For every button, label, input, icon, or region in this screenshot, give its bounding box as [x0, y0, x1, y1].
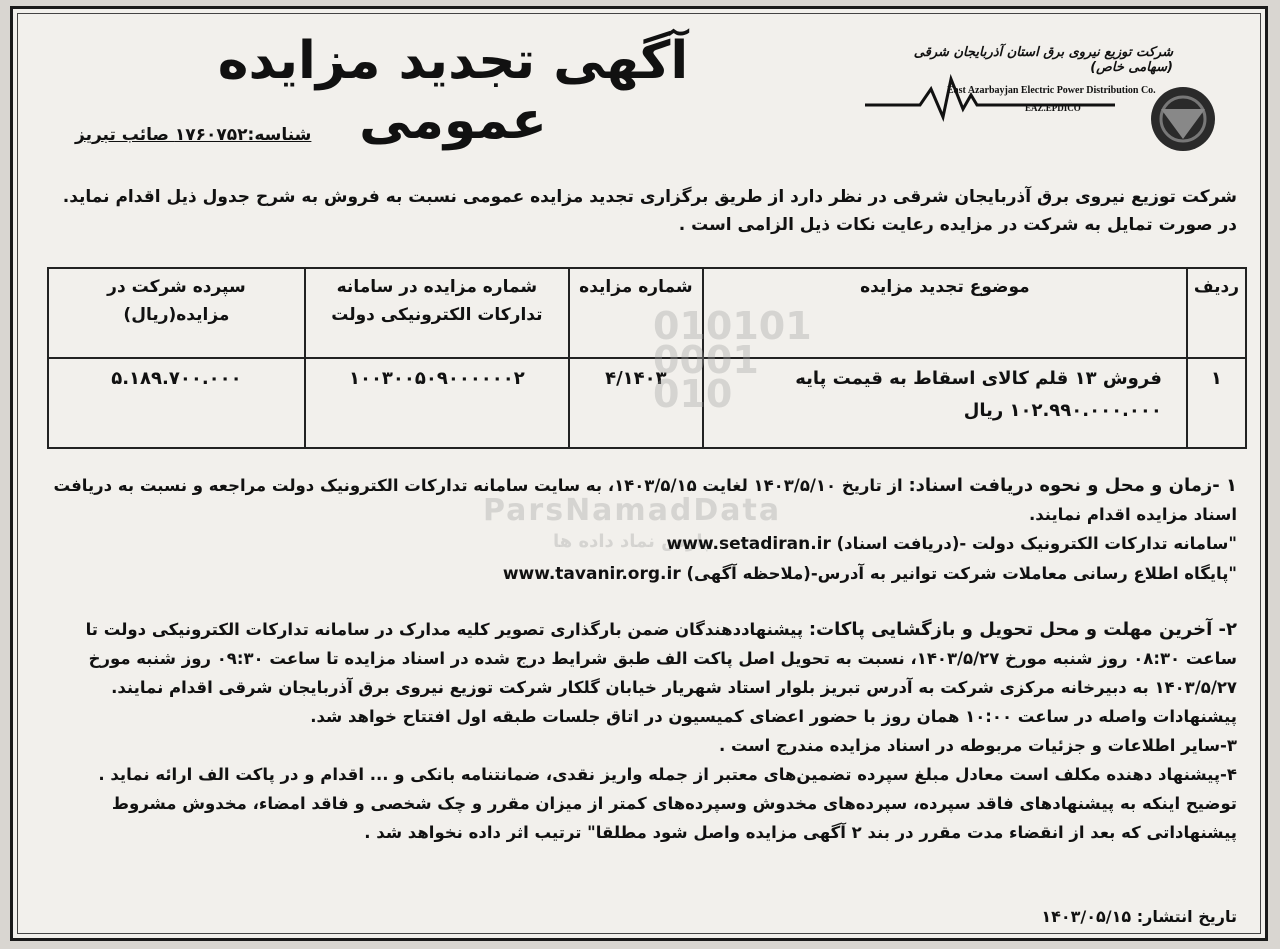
watermark-persian: پارس نماد داده ها: [553, 531, 710, 552]
intro-line-2: در صورت تمایل به شرکت در مزایده رعایت نکات ذیل الزامی است .: [678, 215, 1237, 235]
setad-line: [37, 529, 1237, 559]
section-4-note: توضیح اینکه به پیشنهادهای فاقد سپرده، سپرده‌های مخدوش وسپرده‌های کمتر از میزان مقرر و چک شخصی و فاقد امضاء، مخدوش مشروط پیشنهاداتی که بعد از انقضاء مدت مقرر در بند ۲ آگهی مزایده واصل شود مطلقا" ترتیب اثر داده نخواهد شد .: [111, 794, 1237, 842]
section-2-heading: ۲- آخرین مهلت و محل تحویل و بازگشایی پاکات:: [808, 619, 1237, 640]
logo-english-name: East Azarbayjan Electric Power Distribution Co.: [947, 85, 1156, 96]
publication-date: تاریخ انتشار: ۱۴۰۳/۰۵/۱۵: [1041, 907, 1237, 926]
header-subject: موضوع تجدید مزایده: [703, 268, 1187, 358]
auction-table: [47, 267, 1247, 449]
setad-label: "سامانه تدارکات الکترونیک دولت -(دریافت اسناد): [836, 534, 1237, 553]
header-auction-no: شماره مزایده: [569, 268, 703, 358]
watermark-brand: ParsNamadData: [483, 493, 782, 528]
cell-subject: [703, 358, 1187, 448]
cell-deposit: ۵.۱۸۹.۷۰۰.۰۰۰: [48, 358, 305, 448]
ad-id: شناسه:۱۷۶۰۷۵۲ صائب تبریز: [75, 125, 312, 145]
setad-link[interactable]: www.setadiran.ir: [666, 534, 831, 554]
cell-subject-line-2: ۱۰۲.۹۹۰.۰۰۰.۰۰۰ ریال: [963, 400, 1162, 421]
page-title: آگهی تجدید مزایده عمومی: [217, 31, 689, 151]
header-system-no: شماره مزایده در سامانه تدارکات الکترونیکی دولت: [305, 268, 569, 358]
cell-subject-line-1: فروش ۱۳ قلم کالای اسقاط به قیمت پایه: [795, 368, 1162, 389]
section-2: [37, 615, 1237, 847]
tavanir-line: [37, 559, 1237, 589]
header-deposit: سپرده شرکت در مزایده(ریال): [48, 268, 305, 358]
watermark-bits: 010101 0001 010: [653, 304, 812, 416]
section-2-text: پیشنهاددهندگان ضمن بارگذاری تصویر کلیه مدارک در سامانه تدارکات الکترونیکی دولت تا ساعت ۰۸:۳۰ روز شنبه مورخ ۱۴۰۳/۵/۲۷، نسبت به تحویل اصل پاکت الف طبق شرایط درج شده در اسناد مزایده تا ساعت ۰۹:۳۰ روز شنبه مورخ ۱۴۰۳/۵/۲۷ به دبیرخانه مرکزی شرکت به آدرس تبریز بلوار استاد شهریار خیابان گلکار شرکت توزیع نیروی برق آذربایجان شرقی اقدام نمایند.: [85, 620, 1237, 697]
tavanir-label: "پایگاه اطلاع رسانی معاملات شرکت توانیر به آدرس-(ملاحظه آگهی): [686, 564, 1237, 583]
section-4: ۴-پیشنهاد دهنده مکلف است معادل مبلغ سپرده تضمین‌های معتبر از جمله واریز نقدی، ضمانتنامه بانکی و ... اقدام و در پاکت الف ارائه نماید .: [98, 765, 1237, 784]
logo-abbreviation: EAZ.EPDICO: [1025, 103, 1081, 113]
header-row-no: ردیف: [1187, 268, 1246, 358]
ad-page: [10, 6, 1268, 941]
section-1: [37, 471, 1237, 589]
tavanir-link[interactable]: www.tavanir.org.ir: [502, 564, 681, 584]
section-3: ۳-سایر اطلاعات و جزئیات مربوطه در اسناد مزایده مندرج است .: [718, 736, 1237, 755]
cell-system-no: ۱۰۰۳۰۰۵۰۹۰۰۰۰۰۰۲: [305, 358, 569, 448]
table-header-row: [48, 268, 1246, 358]
cell-row-no: ۱: [1187, 358, 1246, 448]
section-2-opening: پیشنهادات واصله در ساعت ۱۰:۰۰ همان روز با حضور اعضای کمیسیون در اتاق جلسات طبقه اول افتتاح خواهد شد.: [310, 707, 1237, 726]
section-1-heading: ۱ -زمان و محل و نحوه دریافت اسناد:: [908, 475, 1237, 496]
table-row: [48, 358, 1246, 448]
logo-persian-name: شرکت توزیع نیروی برق استان آذربایجان شرقی (سهامی خاص): [913, 45, 1173, 75]
intro-line-1: شرکت توزیع نیروی برق آذربایجان شرقی در نظر دارد از طریق برگزاری تجدید مزایده عمومی نسبت به فروش به شرح جدول ذیل اقدام نماید.: [62, 187, 1237, 207]
company-logo: [865, 39, 1225, 159]
section-1-text: از تاریخ ۱۴۰۳/۵/۱۰ لغایت ۱۴۰۳/۵/۱۵، به سایت سامانه تدارکات الکترونیک دولت مراجعه و نسبت به دریافت اسناد مزایده اقدام نمایند.: [53, 476, 1237, 524]
intro-text: [37, 183, 1237, 239]
cell-auction-no: ۴/۱۴۰۳: [569, 358, 703, 448]
